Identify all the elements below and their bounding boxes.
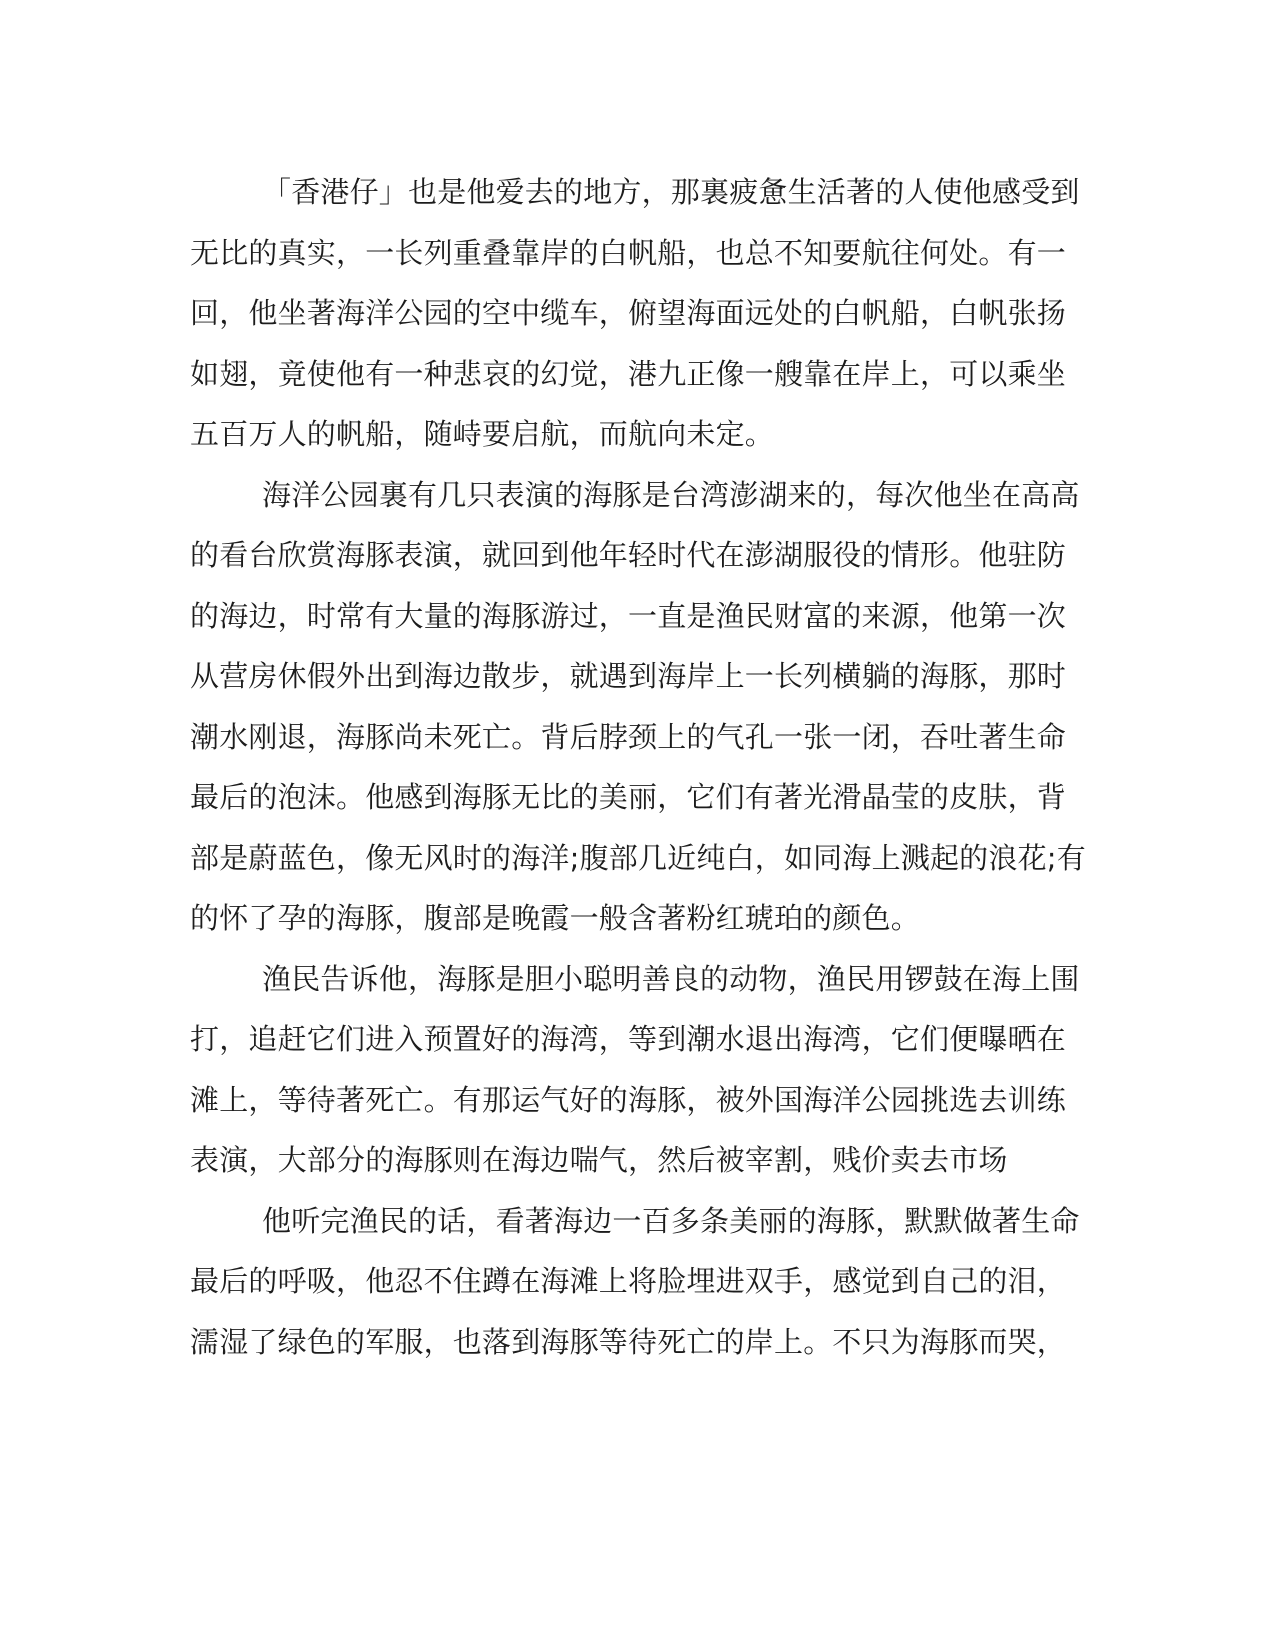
text-line: 濡湿了绿色的军服，也落到海豚等待死亡的岸上。不只为海豚而哭， xyxy=(190,1324,1067,1359)
document-body xyxy=(190,162,1086,1372)
text-line: 表演，大部分的海豚则在海边喘气，然后被宰割，贱价卖去市场 xyxy=(190,1143,1008,1177)
text-line: 无比的真实，一长列重叠靠岸的白帆船，也总不知要航往何处。有一 xyxy=(190,235,1067,270)
text-line: 滩上，等待著死亡。有那运气好的海豚，被外国海洋公园挑选去训练 xyxy=(190,1082,1067,1117)
text-line: 潮水刚退，海豚尚未死亡。背后脖颈上的气孔一张一闭，吞吐著生命 xyxy=(190,719,1067,754)
text-line: 的看台欣赏海豚表演，就回到他年轻时代在澎湖服役的情形。他驻防 xyxy=(190,538,1067,572)
text-line: 他听完渔民的话，看著海边一百多条美丽的海豚，默默做著生命 xyxy=(262,1203,1080,1238)
text-line: 打，追赶它们进入预置好的海湾，等到潮水退出海湾，它们便曝晒在 xyxy=(190,1022,1067,1056)
text-line: 从营房休假外出到海边散步，就遇到海岸上一长列横躺的海豚，那时 xyxy=(190,659,1067,693)
text-line: 部是蔚蓝色，像无风时的海洋;腹部几近纯白，如同海上溅起的浪花;有 xyxy=(190,840,1086,875)
paragraph xyxy=(190,162,1080,465)
text-line: 的怀了孕的海豚，腹部是晚霞一般含著粉红琥珀的颜色。 xyxy=(190,901,921,935)
text-line: 最后的呼吸，他忍不住蹲在海滩上将脸埋进双手，感觉到自己的泪， xyxy=(190,1264,1067,1298)
paragraph xyxy=(190,1191,1080,1373)
text-line: 回，他坐著海洋公园的空中缆车，俯望海面远处的白帆船，白帆张扬 xyxy=(190,296,1067,330)
paragraph xyxy=(190,949,1080,1191)
text-line: 五百万人的帆船，随峙要启航，而航向未定。 xyxy=(190,417,775,451)
text-line: 海洋公园裏有几只表演的海豚是台湾澎湖来的，每次他坐在高高 xyxy=(262,477,1080,512)
text-line: 的海边，时常有大量的海豚游过，一直是渔民财富的来源，他第一次 xyxy=(190,598,1067,633)
text-line: 「香港仔」也是他爱去的地方，那裏疲惫生活著的人使他感受到 xyxy=(262,175,1080,209)
text-line: 渔民告诉他，海豚是胆小聪明善良的动物，渔民用锣鼓在海上围 xyxy=(262,961,1080,996)
text-line: 最后的泡沫。他感到海豚无比的美丽，它们有著光滑晶莹的皮肤，背 xyxy=(190,780,1067,814)
paragraph xyxy=(190,465,1086,949)
text-line: 如翅，竟使他有一种悲哀的幻觉，港九正像一艘靠在岸上，可以乘坐 xyxy=(190,356,1067,391)
